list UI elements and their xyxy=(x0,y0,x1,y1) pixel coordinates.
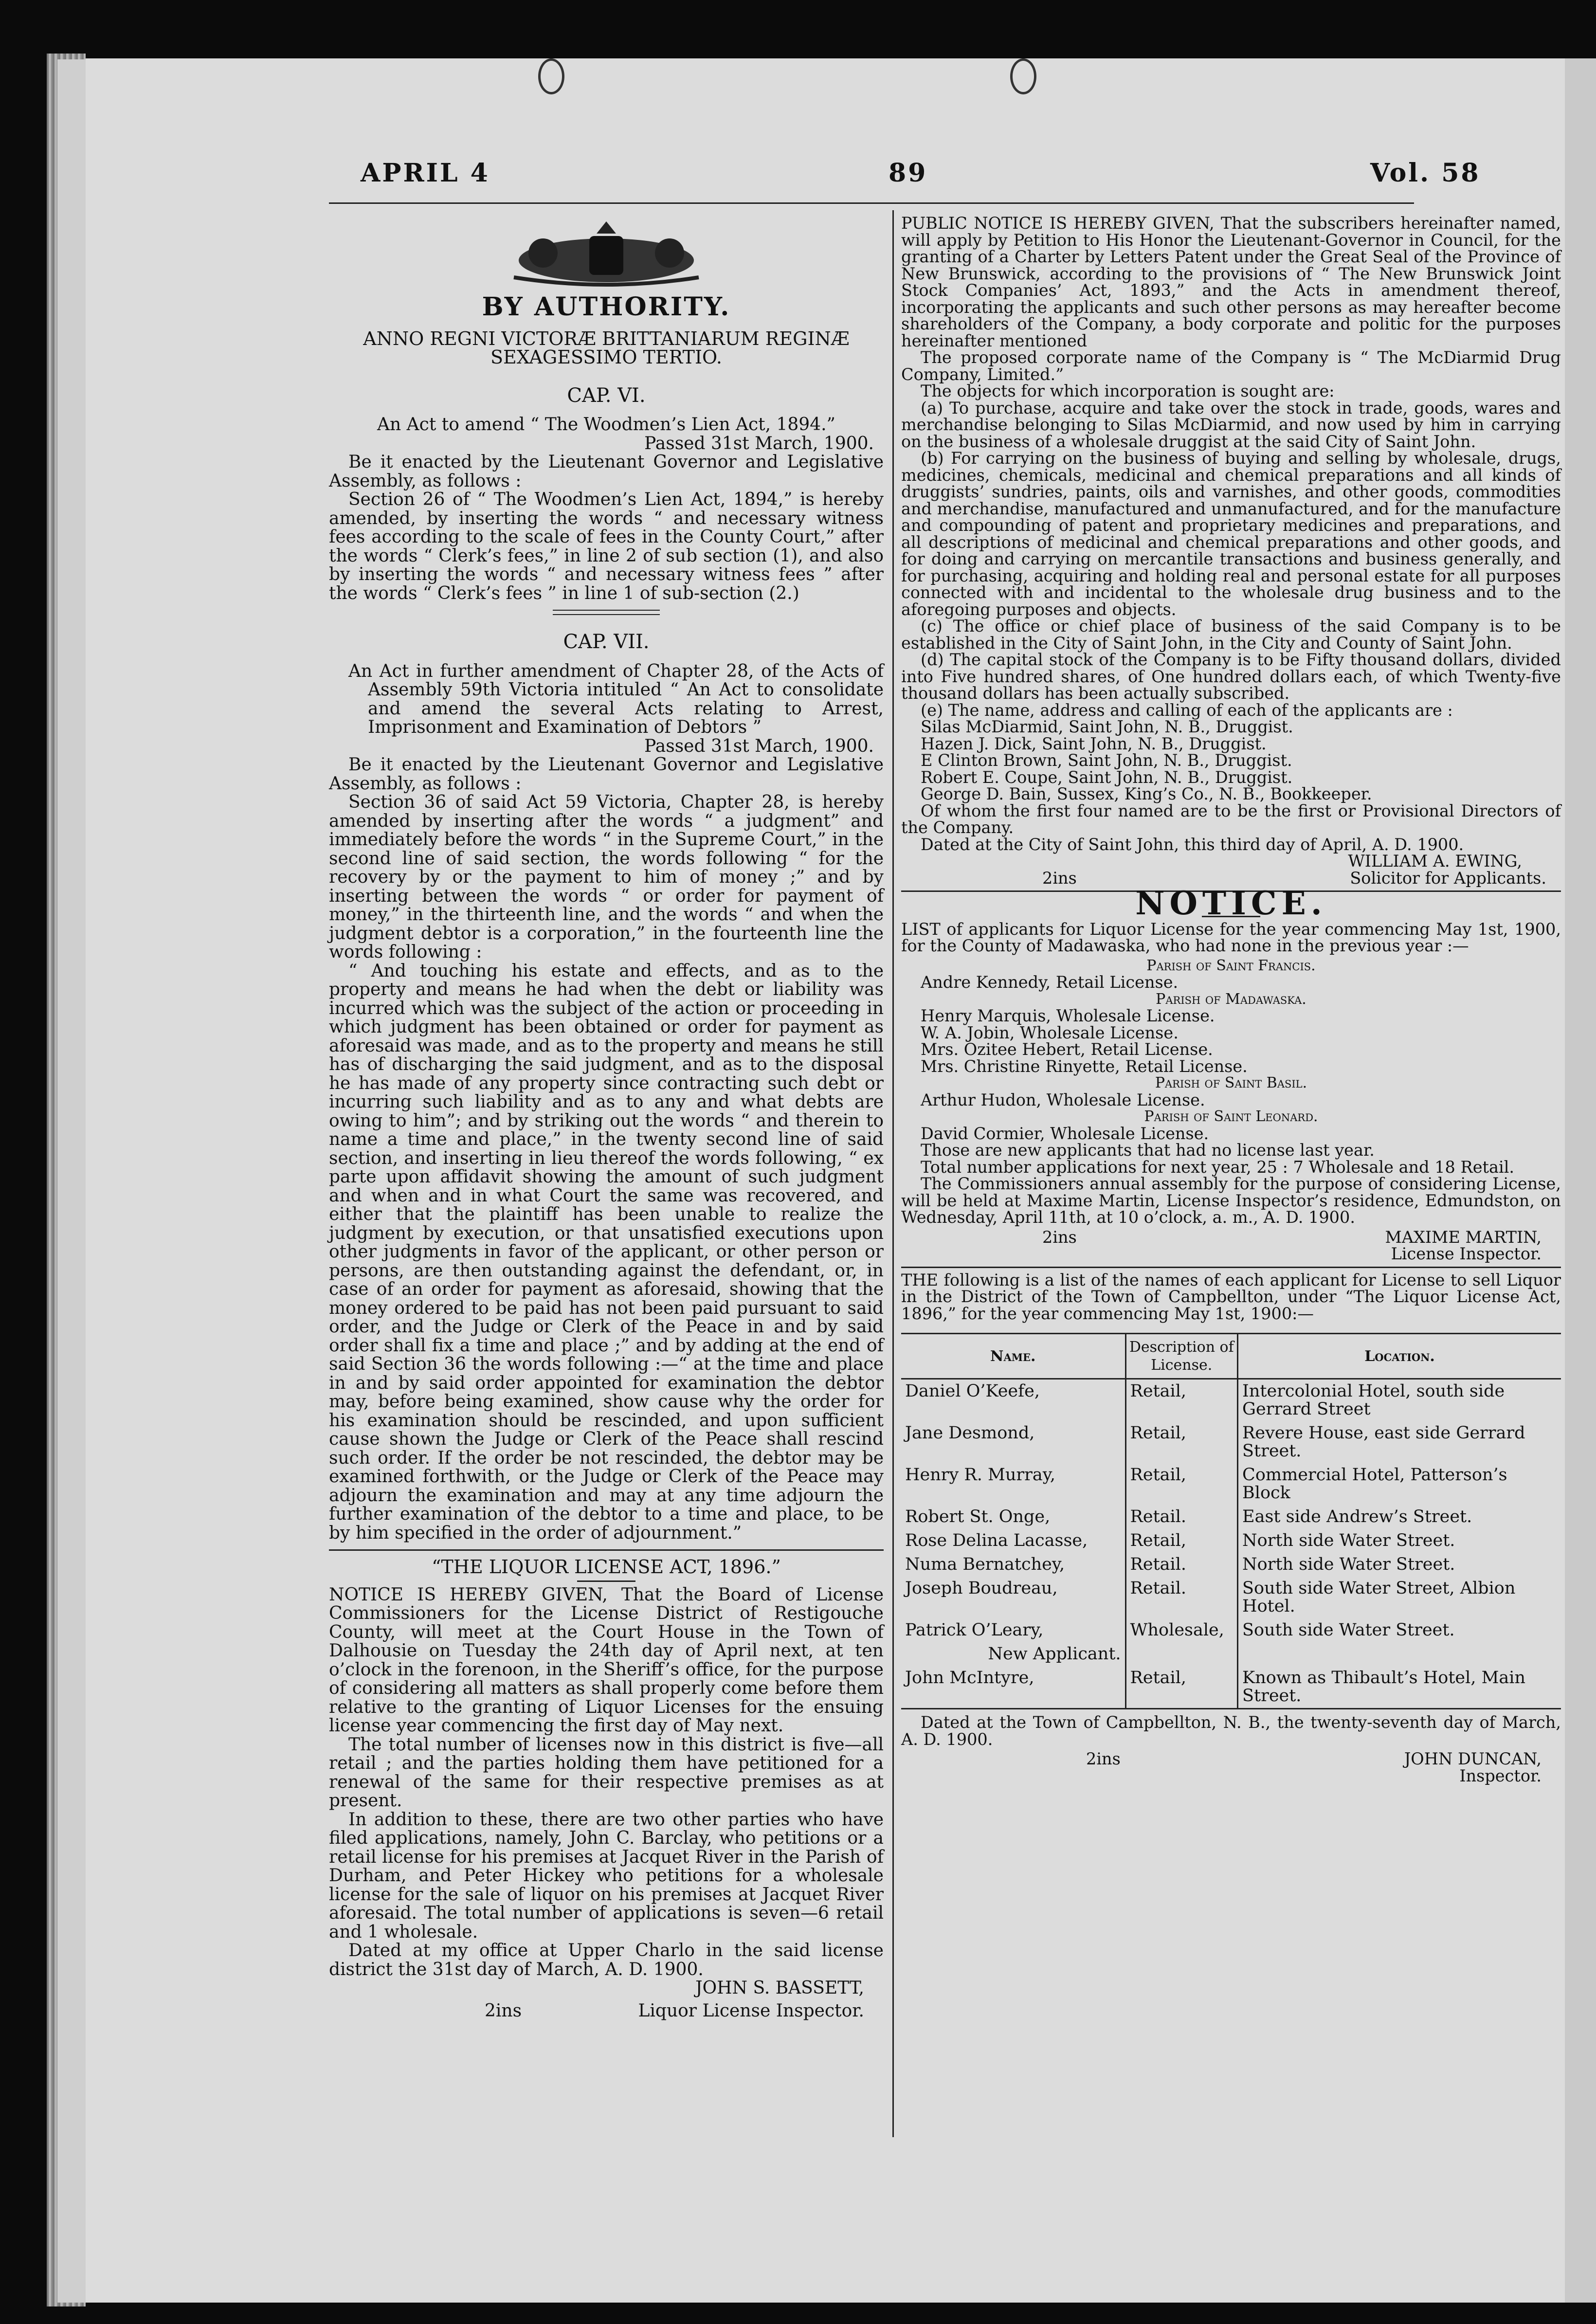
table-header-row xyxy=(901,1334,1561,1379)
section-divider xyxy=(901,1267,1561,1268)
cap6-title: CAP. VI. xyxy=(567,384,646,407)
header-date: APRIL 4 xyxy=(361,158,490,188)
campbellton-insertions: 2ins xyxy=(1086,1749,1121,1768)
parish-entry: Arthur Hudon, Wholesale License. xyxy=(921,1090,1205,1109)
cell-description xyxy=(1125,1642,1238,1666)
cell-name: Rose Delina Lacasse, xyxy=(905,1531,1088,1550)
cap6-passed: Passed 31st March, 1900. xyxy=(644,433,874,454)
public-notice-directors: Of whom the first four named are to be the first or Provisional Directors of the Company. xyxy=(901,801,1561,837)
liquor-notice: NOTICE IS HEREBY GIVEN, That the Board of License Commissioners for the License District of Restigouche County, will meet at the Court House in the Town of Dalhousie on Tuesday the 24th day of April next, at ten o’clock in the forenoon, in the Sheriff’s office, for the purpose of considering all matters as shall properly come before them relative to the granting of Liquor Licenses for the ensuing license year commencing the first day of May next. xyxy=(329,1584,884,1736)
cap7-enactment: Be it enacted by the Lieutenant Governor and Legislative Assembly, as follows : xyxy=(329,755,884,794)
cell-location: Intercolonial Hotel, south side Gerrard Street xyxy=(1238,1379,1561,1422)
parish-entry: Andre Kennedy, Retail License. xyxy=(921,973,1179,992)
header-volume: Vol. 58 xyxy=(1370,158,1481,188)
cap7-passed: Passed 31st March, 1900. xyxy=(644,736,874,756)
parish-heading: Parish of Saint Leonard. xyxy=(1144,1108,1318,1125)
column-header-name: Name. xyxy=(901,1334,1125,1379)
cell-location: Known as Thibault’s Hotel, Main Street. xyxy=(1238,1666,1561,1708)
parish-entry: W. A. Jobin, Wholesale License. xyxy=(921,1023,1179,1042)
applicant-entry: Silas McDiarmid, Saint John, N. B., Druggist. xyxy=(921,717,1293,736)
parish-entries xyxy=(901,1008,1561,1075)
cell-name: Joseph Boudreau, xyxy=(905,1579,1058,1598)
liquor-total: The total number of licenses now in this district is five—all retail ; and the parties holding them have petitioned for a renewal of the same for their respective premises as at present. xyxy=(329,1734,884,1811)
campbellton-signer-role: Inspector. xyxy=(1459,1766,1542,1785)
parish-entry: David Cormier, Wholesale License. xyxy=(921,1124,1209,1143)
campbellton-signer: JOHN DUNCAN, xyxy=(1404,1749,1542,1768)
applicant-entry: Hazen J. Dick, Saint John, N. B., Druggist. xyxy=(921,734,1267,753)
cell-location: East side Andrew’s Street. xyxy=(1238,1505,1561,1529)
public-notice-signer-role: Solicitor for Applicants. xyxy=(1350,868,1546,888)
cell-location: Commercial Hotel, Patterson’s Block xyxy=(1238,1463,1561,1505)
by-authority-heading: BY AUTHORITY. xyxy=(482,292,731,322)
cell-name: Patrick O’Leary, xyxy=(905,1620,1044,1640)
table-row xyxy=(901,1666,1561,1708)
notice-signer: MAXIME MARTIN, xyxy=(1385,1227,1542,1247)
cell-location xyxy=(1238,1642,1561,1666)
header-page-number: 89 xyxy=(889,158,928,188)
table-bottom-rule xyxy=(901,1708,1561,1709)
cell-description: Retail, xyxy=(1125,1529,1238,1553)
notice-assembly: The Commissioners annual assembly for the purpose of considering License, will be held at Maxime Martin, License Inspector’s residence, Edmundston, on Wednesday, April 11th, at 10 o’clock, a. m., A. D. 1900. xyxy=(901,1174,1561,1227)
cell-description: Retail. xyxy=(1125,1553,1238,1577)
cell-location: South side Water Street. xyxy=(1238,1618,1561,1642)
cap7-act-title: An Act in further amendment of Chapter 28, of the Acts of Assembly 59th Victoria intituled “ An Act to consolidate and amend the several Acts relating to Arrest, Imprisonment and Examination of Debtors ” xyxy=(348,661,884,737)
liquor-signer: JOHN S. BASSETT, xyxy=(695,1978,864,1998)
parish-heading: Parish of Madawaska. xyxy=(1156,990,1306,1008)
right-margin-strip xyxy=(1565,58,1596,2303)
public-notice-object-a: (a) To purchase, acquire and take over the stock in trade, goods, wares and merchandise belonging to Silas McDiarmid, and now used by him in carrying on the business of a wholesale druggist at the said City of Saint John. xyxy=(901,398,1561,451)
cell-location: North side Water Street. xyxy=(1238,1553,1561,1577)
cell-description: Wholesale, xyxy=(1125,1618,1238,1642)
public-notice-dated: Dated at the City of Saint John, this third day of April, A. D. 1900. xyxy=(921,835,1464,854)
table-row xyxy=(901,1529,1561,1553)
binding-hole xyxy=(538,58,564,94)
table-row xyxy=(901,1618,1561,1642)
table-row xyxy=(901,1553,1561,1577)
anno-line-2: SEXAGESSIMO TERTIO. xyxy=(490,346,722,368)
parish-heading: Parish of Saint Basil. xyxy=(1155,1074,1307,1091)
notice-total: Total number applications for next year, 25 : 7 Wholesale and 18 Retail. xyxy=(921,1157,1515,1177)
cell-location: South side Water Street, Albion Hotel. xyxy=(1238,1577,1561,1618)
applicant-entry: E Clinton Brown, Saint John, N. B., Druggist. xyxy=(921,751,1292,770)
cell-description: Retail, xyxy=(1125,1666,1238,1708)
cell-location: Revere House, east side Gerrard Street. xyxy=(1238,1421,1561,1463)
cell-name: Henry R. Murray, xyxy=(905,1465,1055,1485)
cell-description: Retail, xyxy=(1125,1463,1238,1505)
right-column xyxy=(901,215,1561,1784)
section-divider xyxy=(329,1549,884,1551)
cap7-title: CAP. VII. xyxy=(563,631,650,653)
cap7-quoted-text: “ And touching his estate and effects, and as to the property and means he had when the debt or liability was incurred which was the subject of the action or proceeding in which judgment has been obtained or order for payment as aforesaid was made, and as to the property and means he still has of discharging the said judgment, and as to the disposal he has made of any property since contracting such debt or incurring such liability and as to any and what debts are owing to him”; and by striking out the words “ and therein to name a time and place,” in the twenty second line of said section, and inserting in lieu thereof the words following, “ ex parte upon affidavit showing the amount of such judgment and when and in what Court the same was recovered, and either that the plaintiff has been unable to realize the judgment by execution, or that unsatisfied executions upon other judgments in favor of the applicant, or other person or persons, are then outstanding against the defendant, or, in case of an order for payment as aforesaid, showing that the money ordered to be paid has not been paid pursuant to said order, and the Judge or Clerk of the Peace in and by said order shall fix a time and place ;” and by adding at the end of said Section 36 the words following :—“ at the time and place in and by said order appointed for examination the debtor may, before being examined, show cause why the order for his examination should be rescinded, and upon sufficient cause shown the Judge or Clerk of the Peace shall rescind such order. If the order be not rescinded, the debtor may be examined forthwith, or the Judge or Clerk of the Peace may adjourn the examination and may at any time adjourn the further examination of the debtor to a time and place, to be by him specified in the order of adjournment.” xyxy=(329,961,884,1543)
public-notice-intro: PUBLIC NOTICE IS HEREBY GIVEN, That the subscribers hereinafter named, will apply by Petition to His Honor the Lieutenant-Governor in Council, for the granting of a Charter by Letters Patent under the Great Seal of the Province of New Brunswick, according to the provisions of “ The New Brunswick Joint Stock Companies’ Act, 1893,” and the Acts in amendment thereof, incorporating the applicants and such other persons as may hereafter become shareholders of the Company, a body corporate and politic for the purposes hereinafter mentioned xyxy=(901,214,1561,350)
public-notice-objects: The objects for which incorporation is sought are: xyxy=(921,381,1335,400)
cap6-section: Section 26 of “ The Woodmen’s Lien Act, 1894,” is hereby amended, by inserting the words “ and necessary witness fees according to the scale of fees in the County Court,” after the words “ Clerk’s fees,” in line 2 of sub section (1), and also by inserting the words “ and necessary witness fees ” after the words “ Clerk’s fees ” in line 1 of sub-section (2.) xyxy=(329,490,884,603)
public-notice-object-e: (e) The name, address and calling of each of the applicants are : xyxy=(921,700,1453,720)
table-row xyxy=(901,1379,1561,1422)
notice-intro: LIST of applicants for Liquor License for the year commencing May 1st, 1900, for the County of Madawaska, who had none in the previous year :— xyxy=(901,919,1561,955)
notice-insertions: 2ins xyxy=(1042,1227,1077,1247)
notice-heading: NOTICE. xyxy=(1135,884,1327,922)
public-notice-object-c: (c) The office or chief place of business of the said Company is to be established in the City of Saint John, in the City and County of Saint John. xyxy=(901,617,1561,653)
cell-name: Numa Bernatchey, xyxy=(905,1555,1065,1574)
applicant-entry: Robert E. Coupe, Saint John, N. B., Druggist. xyxy=(921,767,1293,787)
royal-crest-icon xyxy=(485,219,728,292)
campbellton-intro: THE following is a list of the names of each applicant for License to sell Liquor in the District of the Town of Campbellton, under “The Liquor License Act, 1896,” for the year commencing May 1st, 1900:— xyxy=(901,1270,1561,1323)
cap7-section: Section 36 of said Act 59 Victoria, Chapter 28, is hereby amended by inserting after the words “ a judgment” and immediately before the words “ in the Supreme Court,” in the second line of said section, the words following “ for the recovery by or the payment to him of money ;” and by inserting between the words “ or order for payment of money,” in the thirteenth line, and the words “ and when the judgment debtor is a corporation,” in the fourteenth line the words following : xyxy=(329,792,884,962)
parish-heading: Parish of Saint Francis. xyxy=(1146,957,1316,974)
cell-location: North side Water Street. xyxy=(1238,1529,1561,1553)
header-rule xyxy=(329,202,1414,204)
section-divider xyxy=(553,610,660,615)
column-rule xyxy=(892,210,894,2137)
public-notice-signer: WILLIAM A. EWING, xyxy=(1348,852,1522,871)
parish-entry: Henry Marquis, Wholesale License. xyxy=(921,1006,1215,1025)
notice-new-applicants: Those are new applicants that had no license last year. xyxy=(921,1141,1375,1160)
notice-signer-role: License Inspector. xyxy=(1391,1244,1542,1263)
applicant-list xyxy=(901,719,1561,803)
title-dash xyxy=(577,1580,635,1582)
cell-name: New Applicant. xyxy=(988,1644,1121,1664)
liquor-act-title: “THE LIQUOR LICENSE ACT, 1896.” xyxy=(432,1556,781,1578)
cell-name: Daniel O’Keefe, xyxy=(905,1381,1040,1401)
license-table xyxy=(901,1333,1561,1708)
table-row xyxy=(901,1642,1561,1666)
campbellton-dated: Dated at the Town of Campbellton, N. B., the twenty-seventh day of March, A. D. 1900. xyxy=(901,1713,1561,1749)
table-row xyxy=(901,1577,1561,1618)
liquor-additional: In addition to these, there are two other parties who have filed applications, namely, John C. Barclay, who petitions or a retail license for his premises at Jacquet River in the Parish of Durham, and Peter Hickey who petitions for a wholesale license for the sale of liquor on his premises at Jacquet River aforesaid. The total number of applications is seven—6 retail and 1 wholesale. xyxy=(329,1809,884,1942)
cell-description: Retail. xyxy=(1125,1577,1238,1618)
cell-description: Retail, xyxy=(1125,1421,1238,1463)
table-row xyxy=(901,1463,1561,1505)
parish-entry: Mrs. Christine Rinyette, Retail License. xyxy=(921,1056,1248,1076)
cell-name: John McIntyre, xyxy=(905,1668,1034,1688)
cap6-enactment: Be it enacted by the Lieutenant Governor and Legislative Assembly, as follows : xyxy=(329,452,884,491)
cell-description: Retail, xyxy=(1125,1379,1238,1422)
column-header-description: Description of License. xyxy=(1125,1334,1238,1379)
liquor-signer-role: Liquor License Inspector. xyxy=(638,2000,864,2021)
parish-entry: Mrs. Ozitee Hebert, Retail License. xyxy=(921,1040,1213,1059)
liquor-insertions: 2ins xyxy=(485,2000,522,2021)
table-row xyxy=(901,1421,1561,1463)
cap6-act-title: An Act to amend “ The Woodmen’s Lien Act, 1894.” xyxy=(377,415,835,435)
column-header-location: Location. xyxy=(1238,1334,1561,1379)
liquor-dated: Dated at my office at Upper Charlo in the said license district the 31st day of March, A. D. 1900. xyxy=(329,1941,884,1979)
left-column xyxy=(329,219,884,2020)
newspaper-page xyxy=(86,58,1565,2303)
cell-description: Retail. xyxy=(1125,1505,1238,1529)
public-notice-company-name: The proposed corporate name of the Company is “ The McDiarmid Drug Company, Limited.” xyxy=(901,348,1561,384)
binding-hole xyxy=(1010,58,1036,94)
public-notice-insertions: 2ins xyxy=(1042,868,1077,888)
anno-line-1: ANNO REGNI VICTORÆ BRITTANIARUM REGINÆ xyxy=(363,327,850,349)
cell-name: Robert St. Onge, xyxy=(905,1507,1051,1526)
public-notice-object-d: (d) The capital stock of the Company is to be Fifty thousand dollars, divided into Five hundred shares, of One hundred dollars each, of which Twenty-five thousand dollars has been actually subscribed. xyxy=(901,650,1561,703)
public-notice-object-b: (b) For carrying on the business of buying and selling by wholesale, drugs, medicines, chemicals, medicinal and chemical preparations and all kinds of druggists’ sundries, paints, oils and varnishes, and other goods, commodities and merchandise, manufactured and unmanufactured, and for the manufacture and compounding of patent and proprietary medicines and preparations, and all descriptions of medicinal and chemical preparations and other goods, and for doing and carrying on mercantile transactions and business generally, and for purchasing, acquiring and holding real and personal estate for all purposes connected with and incidental to the wholesale drug business and to the aforegoing purposes and objects. xyxy=(901,449,1561,619)
cell-name: Jane Desmond, xyxy=(905,1423,1035,1443)
applicant-entry: George D. Bain, Sussex, King’s Co., N. B., Bookkeeper. xyxy=(921,784,1372,803)
table-row xyxy=(901,1505,1561,1529)
